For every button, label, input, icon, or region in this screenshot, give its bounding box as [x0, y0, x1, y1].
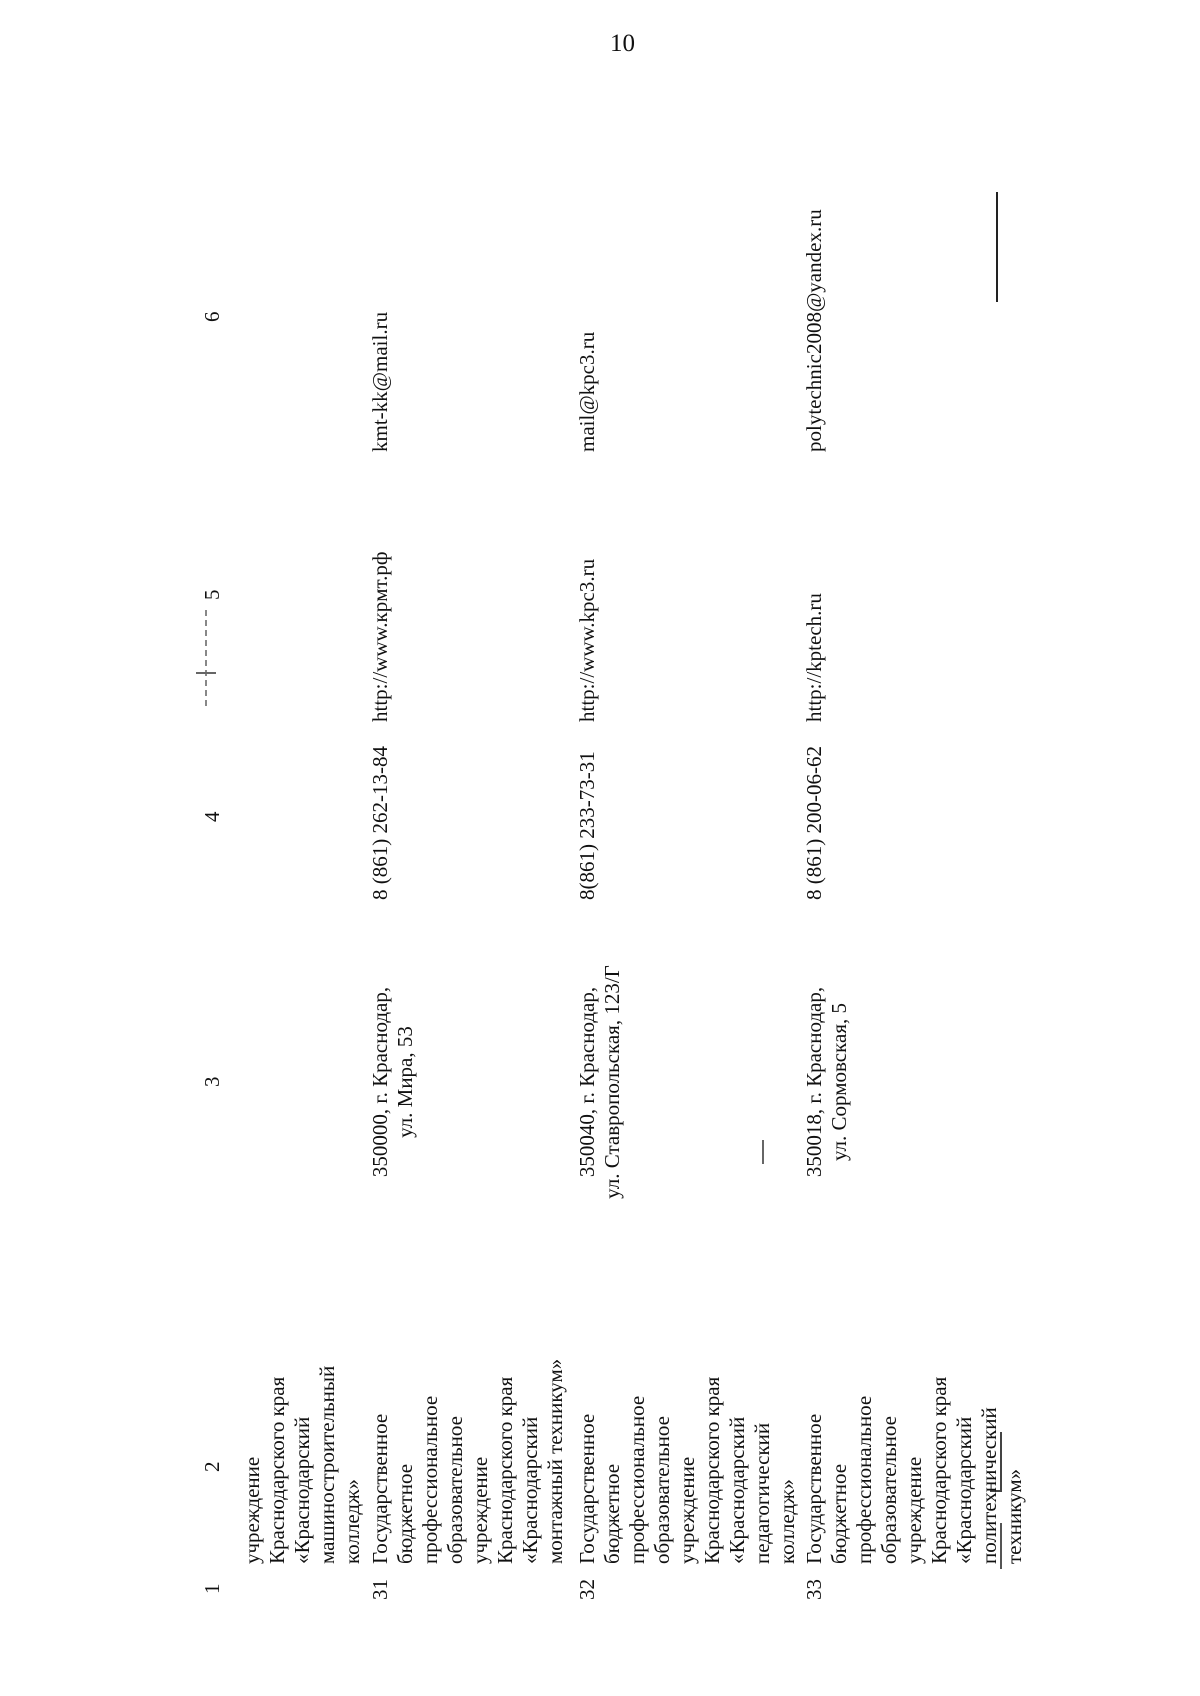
name-line: колледж» [775, 1478, 799, 1564]
name-line: политехнический [977, 1407, 1001, 1564]
name-line: бюджетное [393, 1463, 417, 1564]
name-line: бюджетное [827, 1463, 851, 1564]
name-line: Краснодарского края [265, 1376, 289, 1564]
page-number: 10 [610, 30, 635, 57]
name-line: «Краснодарский [290, 1416, 314, 1564]
name-line: «Краснодарский [725, 1416, 749, 1564]
address-line: ул. Сормовская, 5 [827, 1003, 851, 1162]
address-line: ул. Ставропольская, 123/Г [600, 965, 624, 1199]
name-line: техникум» [1002, 1468, 1026, 1564]
name-cell [802, 1334, 1027, 1564]
header-col-4: 4 [200, 811, 224, 822]
address-cell [575, 962, 625, 1202]
name-line: педагогический [750, 1422, 774, 1564]
name-line: Государственное [575, 1413, 599, 1564]
address-line: 350040, г. Краснодар, [575, 986, 599, 1178]
name-cell [368, 1334, 568, 1564]
name-line: учреждение [240, 1456, 264, 1564]
name-line: учреждение [468, 1456, 492, 1564]
name-cell [240, 1334, 365, 1564]
header-col-3: 3 [200, 1076, 224, 1087]
name-cell [575, 1334, 800, 1564]
name-line: бюджетное [600, 1463, 624, 1564]
name-line: образовательное [443, 1416, 467, 1564]
name-line: монтажный техникум» [543, 1358, 567, 1564]
institutions-table [190, 142, 1110, 1602]
name-line: Краснодарского края [927, 1376, 951, 1564]
phone-cell: 8 (861) 200-06-62 [802, 746, 826, 900]
header-col-6: 6 [200, 311, 224, 322]
name-line: колледж» [340, 1478, 364, 1564]
name-line: образовательное [650, 1416, 674, 1564]
header-col-5: 5 [200, 589, 224, 600]
rotated-table-wrapper [190, 142, 1110, 1602]
email-link[interactable]: mail@kpc3.ru [575, 331, 599, 452]
header-col-2: 2 [200, 1461, 224, 1472]
name-line: учреждение [902, 1456, 926, 1564]
name-line: образовательное [877, 1416, 901, 1564]
website-link[interactable]: http://www.кpмт.pф [368, 551, 392, 722]
name-line: профессиональное [418, 1395, 442, 1564]
row-number: 31 [368, 1579, 392, 1600]
row-number: 32 [575, 1579, 599, 1600]
address-line: 350000, г. Краснодар, [368, 986, 392, 1178]
name-line: профессиональное [852, 1395, 876, 1564]
address-line: ул. Мира, 53 [393, 1026, 417, 1138]
row-number: 33 [802, 1579, 826, 1600]
name-line: профессиональное [625, 1395, 649, 1564]
name-line: «Краснодарский [952, 1416, 976, 1564]
phone-cell: 8(861) 233-73-31 [575, 751, 599, 900]
address-line: 350018, г. Краснодар, [802, 986, 826, 1178]
website-link[interactable]: http://www.kpc3.ru [575, 558, 599, 722]
header-col-1: 1 [200, 1583, 224, 1594]
email-link[interactable]: polytechnic2008@yandex.ru [802, 209, 826, 452]
address-cell [368, 962, 418, 1202]
name-line: «Краснодарский [518, 1416, 542, 1564]
name-line: Государственное [368, 1413, 392, 1564]
name-line: Краснодарского края [700, 1376, 724, 1564]
name-line: Государственное [802, 1413, 826, 1564]
address-cell [802, 962, 852, 1202]
name-line: учреждение [675, 1456, 699, 1564]
email-link[interactable]: kmt-kk@mail.ru [368, 311, 392, 452]
name-line: машиностроительный [315, 1365, 339, 1564]
phone-cell: 8 (861) 262-13-84 [368, 746, 392, 900]
website-link[interactable]: http://kptech.ru [802, 593, 826, 722]
name-line: Краснодарского края [493, 1376, 517, 1564]
